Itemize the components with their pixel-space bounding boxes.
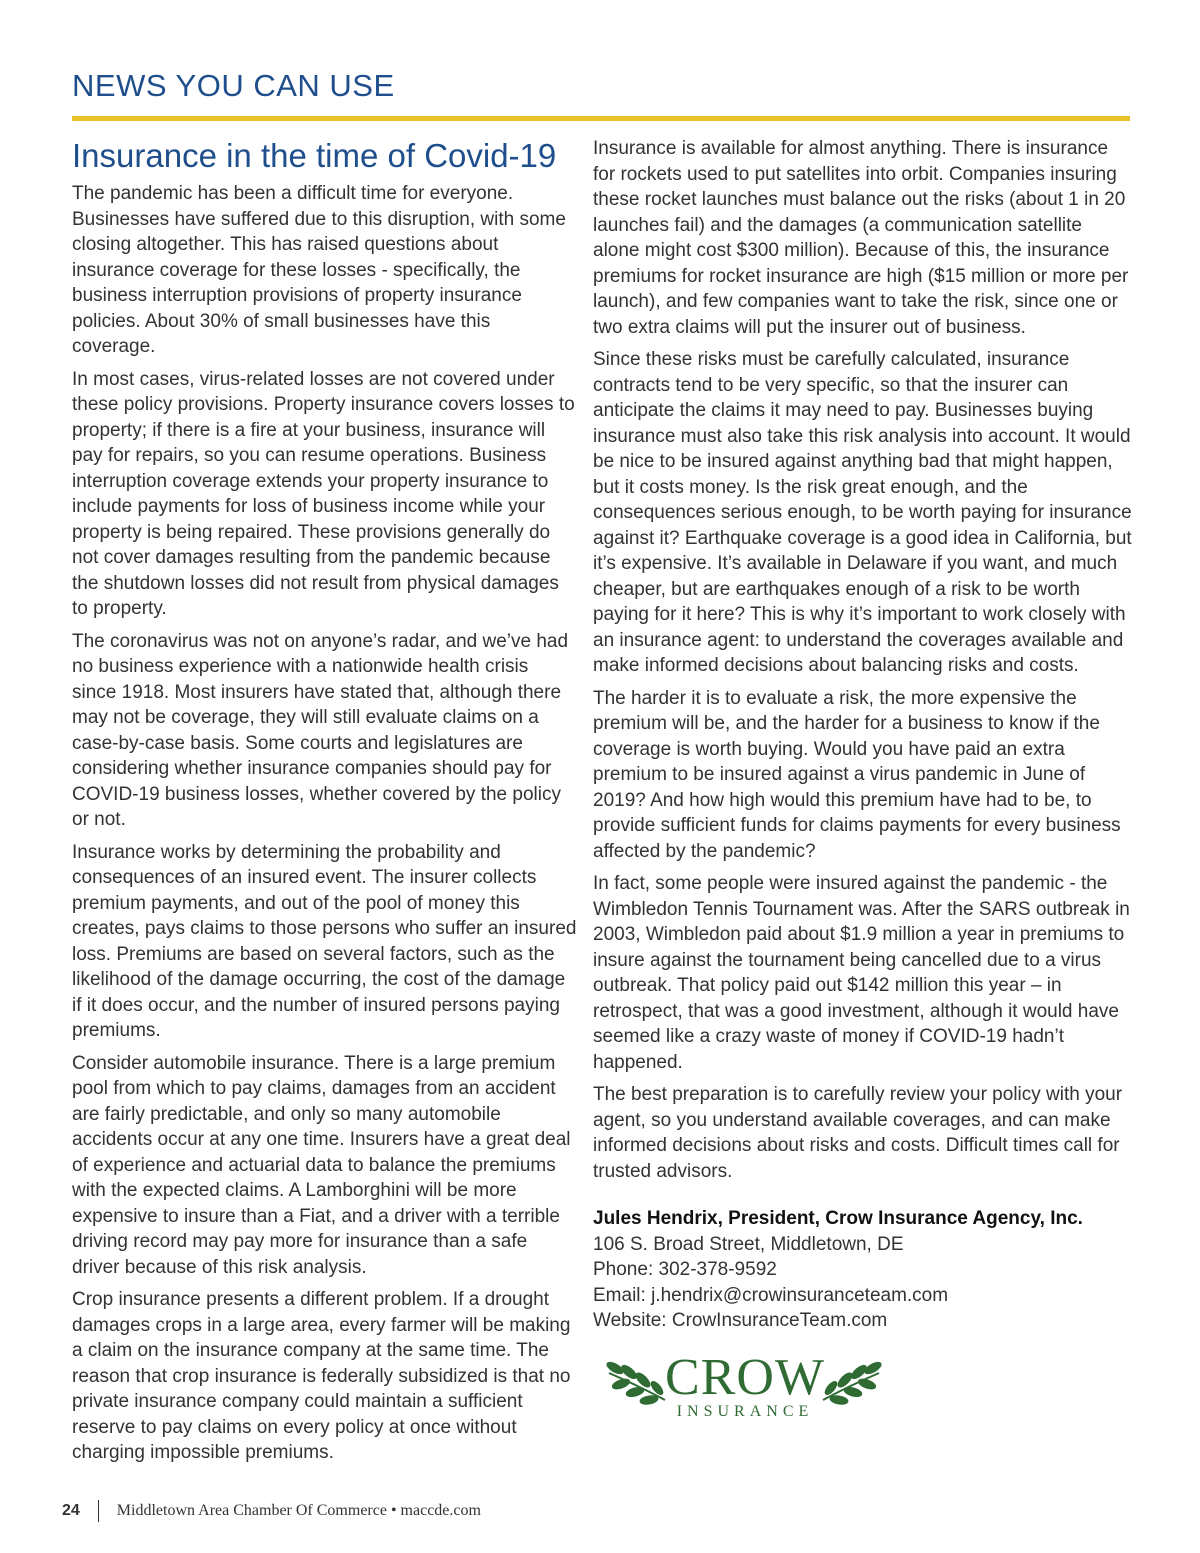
publication-name: Middletown Area Chamber Of Commerce • maccde.com [116,1502,481,1519]
paragraph: Insurance is available for almost anything. There is insurance for rockets used to put satellites into orbit. Companies insuring these rocket launches must balance out the risks (about 1 in 20 launches fail) and the damages (a communication satellite alone might cost $300 million). Because of this, the insurance premiums for rocket insurance are high ($15 million or more per launch), and few companies want to take the risk, since one or two extra claims will put the insurer out of business. [593,138,1129,338]
contact-address: 106 S. Broad Street, Middletown, DE [593,1233,904,1255]
paragraph: In fact, some people were insured against the pandemic - the Wimbledon Tennis Tournament was. After the SARS outbreak in 2003, Wimbledon paid about $1.9 million a year in premiums to insure against the tournament being cancelled due to a virus outbreak. That policy paid out $142 million this year – in retrospect, that was a good investment, although it would have seemed like a crazy waste of money if COVID-19 hadn’t happened. [593,873,1130,1073]
paragraph: The harder it is to evaluate a risk, the more expensive the premium will be, and the harder for a business to know if the coverage is worth buying. Would you have paid an extra premium to be insured against a virus pandemic in June of 2019? And how high would this premium have had to be, to provide sufficient funds for claims payments for every business affected by the pandemic? [593,687,1121,862]
right-column [593,136,1133,1438]
section-divider [72,116,1130,121]
contact-name: Jules Hendrix, President, Crow Insurance Agency, Inc. [593,1208,1083,1229]
contact-email[interactable]: Email: j.hendrix@crowinsuranceteam.com [593,1284,949,1306]
page-number: 24 [62,1502,80,1519]
paragraph: Crop insurance presents a different problem. If a drought damages crops in a large area, every farmer will be making a claim on the insurance company at the same time. The reason that crop insurance is federally subsidized is that no private insurance company could maintain a sufficient reserve to pay claims on every policy at once without charging impossible premiums. [72,1289,571,1463]
logo-wordmark: CROW [665,1348,825,1406]
footer-divider [98,1500,99,1522]
paragraph: The best preparation is to carefully review your policy with your agent, so you understand available coverages, and can make informed decisions about risks and costs. Difficult times call for trusted advisors. [593,1084,1123,1182]
contact-phone: Phone: 302-378-9592 [593,1259,777,1280]
section-header: NEWS YOU CAN USE [72,68,395,103]
paragraph: In most cases, virus-related losses are not covered under these policy provisions. Property insurance covers losses to property; if there is a fire at your business, insurance will pay for repairs, so you can resume operations. Business interruption coverage extends your property insurance to include payments for loss of business income while your property is being repaired. These provisions generally do not cover damages resulting from the pandemic because the shutdown losses did not result from physical damages to property. [72,368,575,619]
left-column [72,181,577,1473]
paragraph: The pandemic has been a difficult time for everyone. Businesses have suffered due to this disruption, with some closing altogether. This has raised questions about insurance coverage for these losses - specifically, the business interruption provisions of property insurance policies. About 30% of small businesses have this coverage. [72,183,566,357]
paragraph: The coronavirus was not on anyone’s radar, and we’ve had no business experience with a nationwide health crisis since 1918. Most insurers have stated that, although there may not be coverage, they will still evaluate claims on a case-by-case basis. Some courts and legislatures are considering whether insurance companies should pay for COVID-19 business losses, whether covered by the policy or not. [72,630,569,830]
crow-insurance-logo [599,1348,889,1438]
paragraph: Since these risks must be carefully calculated, insurance contracts tend to be very specific, so that the insurer can anticipate the claims it may need to pay. Businesses buying insurance must also take this risk analysis into account. It would be nice to be insured against anything bad that might happen, but it costs money. Is the risk great enough, and the consequences serious enough, to be worth paying for insurance against it? Earthquake coverage is a good idea in California, but it’s expensive. It’s available in Delaware if you want, and much cheaper, but are earthquakes enough of a risk to be worth paying for it here? This is why it’s important to work closely with an insurance agent: to understand the coverages available and make informed decisions about balancing risks and costs. [593,349,1132,676]
page-footer [62,1500,481,1522]
contact-block [593,1206,1133,1334]
logo-subtitle: INSURANCE [676,1402,814,1420]
article-title: Insurance in the time of Covid-19 [72,137,557,174]
contact-website[interactable]: Website: CrowInsuranceTeam.com [593,1310,888,1331]
paragraph: Insurance works by determining the probability and consequences of an insured event. The insurer collects premium payments, and out of the pool of money this creates, pays claims to those persons who suffer an insured loss. Premiums are based on several factors, such as the likelihood of the damage occurring, the cost of the damage if it does occur, and the number of insured persons paying premiums. [72,841,577,1041]
paragraph: Consider automobile insurance. There is a large premium pool from which to pay claims, damages from an accident are fairly predictable, and only so many automobile accidents occur at any one time. Insurers have a great deal of experience and actuarial data to balance the premiums with the expected claims. A Lamborghini will be more expensive to insure than a Fiat, and a driver with a terrible driving record may pay more for insurance than a safe driver because of this risk analysis. [72,1052,571,1278]
